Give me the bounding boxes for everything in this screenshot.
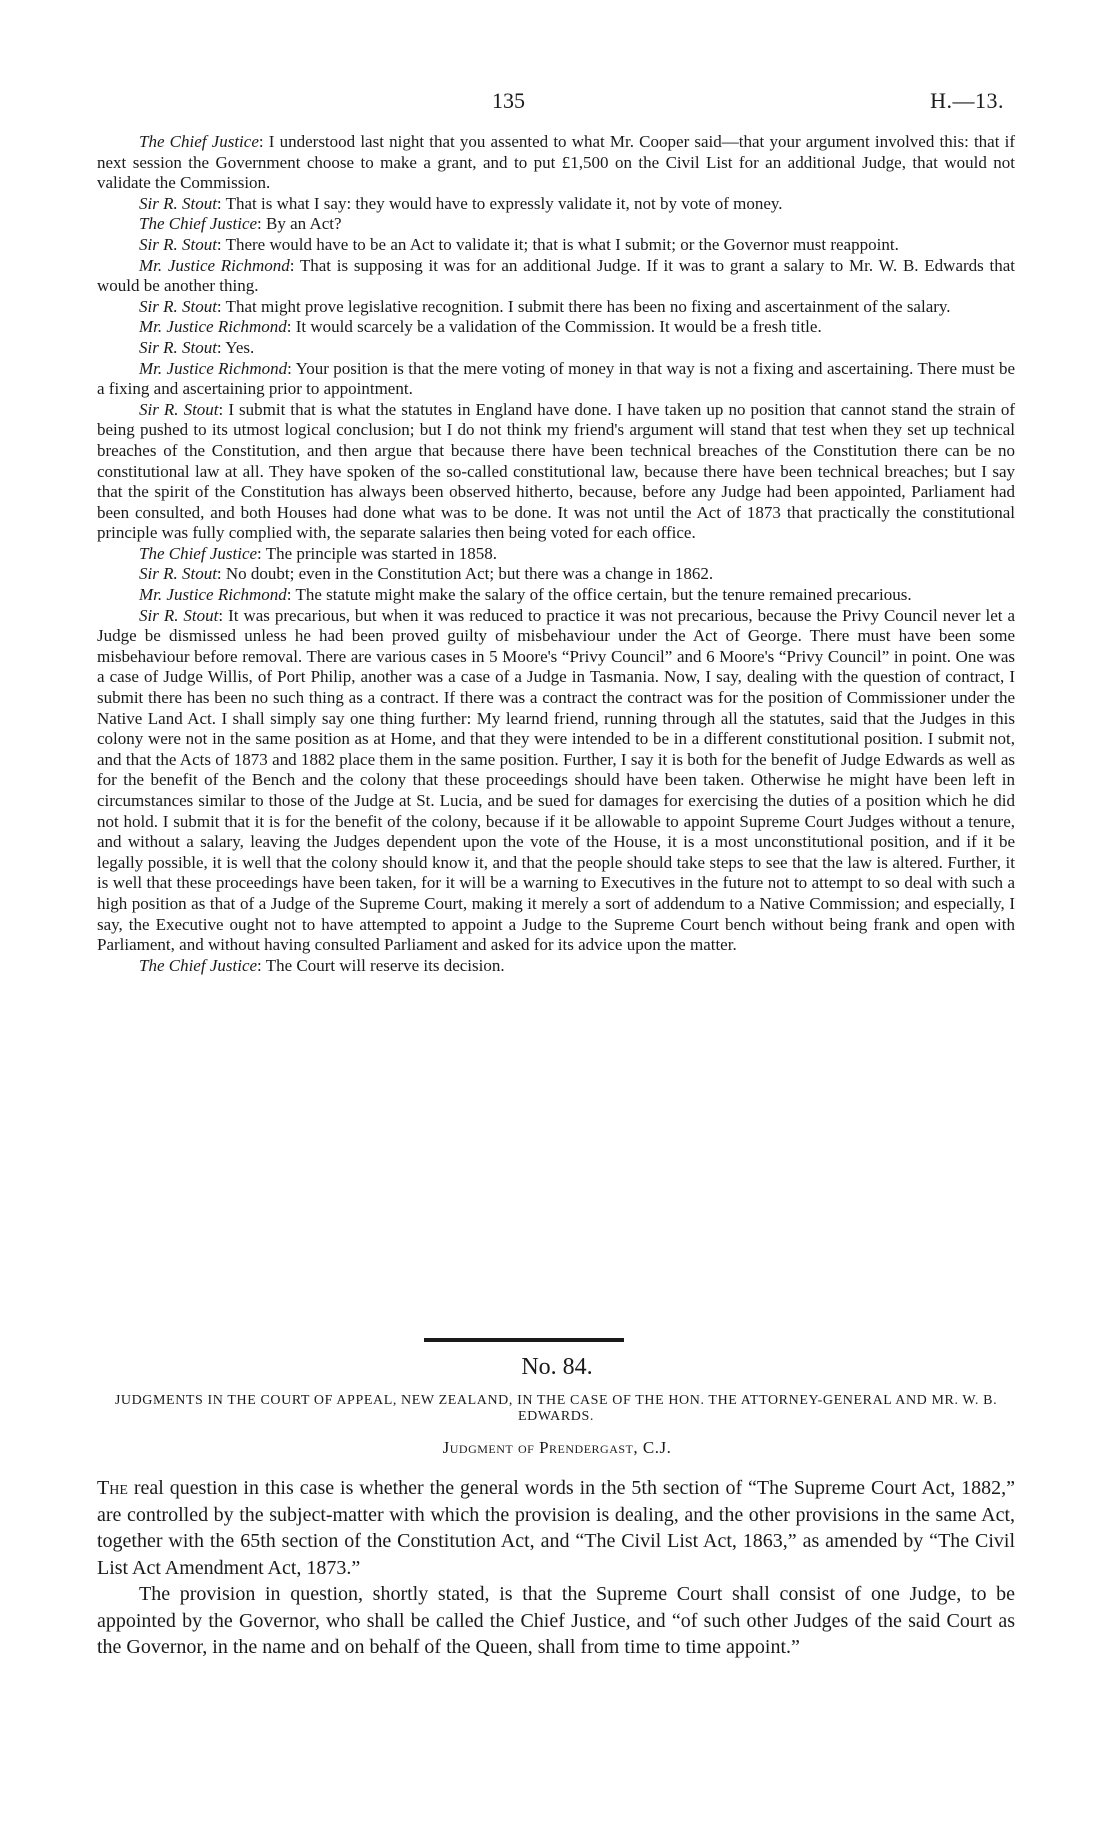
- speech-text: By an Act?: [266, 214, 342, 234]
- transcript-entry: Mr. Justice Richmond: That is supposing it was for an additional Judge. If it was to grant a salary to Mr. W. B. Edwards that would be another thing.: [97, 255, 1015, 296]
- speaker-name: Mr. Justice Richmond: [139, 317, 287, 337]
- speaker-name: Sir R. Stout: [139, 193, 217, 213]
- transcript-entry: Sir R. Stout: It was precarious, but when it was reduced to practice it was not precarious, because the Privy Council never let a Judge be dismissed unless he had been proved guilty of misbehaviour under the Act of George. There must have been some misbehaviour before removal. There are various cases in 5 Moore's “Privy Council” and 6 Moore's “Privy Council” in point. One was a case of Judge Willis, of Port Philip, another was a case of a Judge in Tasmania. Now, I say, dealing with the question of contract, I submit there has been no such thing as a contract. If there was a contract the contract was for the position of Commissioner under the Native Land Act. I shall simply say one thing further: My learnd friend, running through all the statutes, said that the Judges in this colony were not in the same position as at Home, and that they were intended to be in a different constitutional position. I submit not, and that the Acts of 1873 and 1882 place them in the same position. Further, I say it is both for the benefit of Judge Edwards as well as for the benefit of the Bench and the colony that these proceedings should have been taken. Otherwise he might have been left in circumstances similar to those of the Judge at St. Lucia, and be sued for damages for exercising the duties of a position which he did not hold. I submit that it is for the benefit of the colony, because if it be allowable to appoint Supreme Court Judges without a tenure, and without a salary, leaving the Judges dependent upon the vote of the House, it is a most unconstitutional position, and if it be legally possible, it is well that the colony should know it, and that the people should take steps to see that the law is altered. Further, it is well that these proceedings have been taken, for it will be a warning to Executives in the future not to attempt to so deal with such a high position as that of a Judge of the Supreme Court, making it merely a sort of addendum to a Native Commission; and especially, I say, the Executive ought not to have attempted to appoint a Judge to the Supreme Court bench without being frank and open with Parliament, and without having consulted Parliament and asked for its advice upon the matter.: [97, 605, 1016, 955]
- transcript-entry: Sir R. Stout: There would have to be an Act to validate it; that is what I submit; or the Governor must reappoint.: [139, 234, 899, 254]
- paragraph-text: real question in this case is whether the general words in the 5th section of “The Supreme Court Act, 1882,” are controlled by the subject-matter with which the provision is dealing, and the other provisions in the same Act, together with the 65th section of the Constitution Act, and “The Civil List Act, 1863,” as amended by “The Civil List Act Amendment Act, 1873.”: [97, 1477, 1015, 1579]
- judgment-text: [97, 1475, 1015, 1661]
- judgment-heading: Judgment of Prendergast, C.J.: [442, 1438, 672, 1457]
- speech-text: It was precarious, but when it was reduced to practice it was not precarious, because the Privy Council never let a Judge be dismissed unless he had been proved guilty of misbehaviour under the Act of George. There must have been some misbehaviour before removal. There are various cases in 5 Moore's “Privy Council” and 6 Moore's “Privy Council” in point. One was a case of Judge Willis, of Port Philip, another was a case of a Judge in Tasmania. Now, I say, dealing with the question of contract, I submit there has been no such thing as a contract. If there was a contract the contract was for the position of Commissioner under the Native Land Act. I shall simply say one thing further: My learnd friend, running through all the statutes, said that the Judges in this colony were not in the same position as at Home, and that they were intended to be in a different constitutional position. I submit not, and that the Acts of 1873 and 1882 place them in the same position. Further, I say it is both for the benefit of Judge Edwards as well as for the benefit of the Bench and the colony that these proceedings should have been taken. Otherwise he might have been left in circumstances similar to those of the Judge at St. Lucia, and be sued for damages for exercising the duties of a position which he did not hold. I submit that it is for the benefit of the colony, because if it be allowable to appoint Supreme Court Judges without a tenure, and without a salary, leaving the Judges dependent upon the vote of the House, it is a most unconstitutional position, and if it be legally possible, it is well that the colony should know it, and that the people should take steps to see that the law is altered. Further, it is well that these proceedings have been taken, for it will be a warning to Executives in the future not to attempt to so deal with such a high position as that of a Judge of the Supreme Court, making it merely a sort of addendum to a Native Commission; and especially, I say, the Executive ought not to have attempted to appoint a Judge to the Supreme Court bench without being frank and open with Parliament, and without having consulted Parliament and asked for its advice upon the matter.: [97, 605, 1016, 955]
- transcript-entry: Sir R. Stout: That is what I say: they would have to expressly validate it, not by vote of money.: [139, 193, 783, 213]
- speech-text: The statute might make the salary of the office certain, but the tenure remained precarious.: [295, 585, 912, 605]
- speech-text: There would have to be an Act to validate it; that is what I submit; or the Governor must reappoint.: [225, 234, 899, 254]
- speaker-name: The Chief Justice: [139, 132, 259, 151]
- transcript-entry: The Chief Justice: The Court will reserve its decision.: [139, 955, 505, 975]
- transcript-entry: Sir R. Stout: That might prove legislative recognition. I submit there has been no fixing and ascertainment of the salary.: [139, 296, 951, 316]
- page-number: 135: [492, 88, 525, 113]
- transcript-entry: Sir R. Stout: Yes.: [139, 337, 255, 357]
- speaker-name: The Chief Justice: [139, 955, 258, 975]
- speaker-name: Mr. Justice Richmond: [139, 585, 287, 605]
- speaker-name: Sir R. Stout: [139, 399, 219, 419]
- speech-text: The Court will reserve its decision.: [265, 955, 505, 975]
- speaker-name: Mr. Justice Richmond: [139, 358, 288, 378]
- page-header: [0, 88, 1114, 114]
- transcript-entry: Mr. Justice Richmond: The statute might make the salary of the office certain, but the tenure remained precarious.: [139, 585, 912, 605]
- speaker-name: Sir R. Stout: [139, 337, 217, 357]
- transcript-entry: The Chief Justice: By an Act?: [139, 214, 342, 234]
- speaker-name: The Chief Justice: [139, 214, 258, 234]
- judgment-paragraph: [97, 1475, 1015, 1581]
- transcript-entry: Sir R. Stout: I submit that is what the statutes in England have done. I have taken up no position that cannot stand the strain of being pushed to its utmost logical conclusion; but I do not think my friend's argument will stand that test when they set up technical breaches of the Constitution, and then argue that because there have been technical breaches of the Constitution there can be no constitutional law at all. They have spoken of the so-called constitutional law, because there have been technical breaches; but I say that the spirit of the Constitution has always been observed hitherto, because, before any Judge had been appointed, Parliament had been consulted, and both Houses had done what was to be done. It was not until the Act of 1873 that practically the constitutional principle was fully complied with, the separate salaries then being voted for each office.: [97, 399, 1015, 543]
- speech-text: The principle was started in 1858.: [265, 543, 498, 563]
- transcript-entry: The Chief Justice: The principle was started in 1858.: [139, 543, 498, 563]
- speech-text: It would scarcely be a validation of the Commission. It would be a fresh title.: [295, 317, 822, 337]
- speech-text: That is what I say: they would have to expressly validate it, not by vote of money.: [225, 193, 783, 213]
- speech-text: I submit that is what the statutes in England have done. I have taken up no position that cannot stand the strain of being pushed to its utmost logical conclusion; but I do not think my friend's argument will stand that test when they set up technical breaches of the Constitution, and then argue that because there have been technical breaches of the Constitution there can be no constitutional law at all. They have spoken of the so-called constitutional law, because there have been technical breaches; but I say that the spirit of the Constitution has always been observed hitherto, because, before any Judge had been appointed, Parliament had been consulted, and both Houses had done what was to be done. It was not until the Act of 1873 that practically the constitutional principle was fully complied with, the separate salaries then being voted for each office.: [97, 399, 1015, 543]
- transcript-entry: The Chief Justice: I understood last night that you assented to what Mr. Cooper said—that your argument involved this: that if next session the Government choose to make a grant, and to put £1,500 on the Civil List for an additional Judge, that would not validate the Commission.: [97, 132, 1016, 193]
- document-reference: H.—13.: [930, 88, 1004, 113]
- speaker-name: Sir R. Stout: [139, 296, 217, 316]
- speech-text: No doubt; even in the Constitution Act; but there was a change in 1862.: [225, 564, 714, 584]
- case-number: No. 84.: [521, 1354, 593, 1380]
- section-divider: [424, 1338, 624, 1342]
- speaker-name: The Chief Justice: [139, 543, 258, 563]
- speaker-name: Mr. Justice Richmond: [139, 255, 290, 275]
- judgment-paragraph: The provision in question, shortly stated, is that the Supreme Court shall consist of one Judge, to be appointed by the Governor, who shall be called the Chief Justice, and “of such other Judges of the said Court as the Governor, in the name and on behalf of the Queen, shall from time to time appoint.”: [97, 1583, 1015, 1658]
- transcript-entry: Mr. Justice Richmond: Your position is that the mere voting of money in that way is not a fixing and ascertaining. There must be a fixing and ascertaining prior to appointment.: [97, 358, 1015, 399]
- transcript-entry: Sir R. Stout: No doubt; even in the Constitution Act; but there was a change in 1862.: [139, 564, 714, 584]
- speech-text: Your position is that the mere voting of money in that way is not a fixing and ascertaining. There must be a fixing and ascertaining prior to appointment.: [97, 358, 1015, 399]
- speaker-name: Sir R. Stout: [139, 605, 219, 625]
- speaker-name: Sir R. Stout: [139, 564, 217, 584]
- speech-text: That is supposing it was for an additional Judge. If it was to grant a salary to Mr. W. B. Edwards that would be another thing.: [97, 255, 1015, 296]
- opening-word: The: [97, 1477, 128, 1499]
- speech-text: I understood last night that you assented to what Mr. Cooper said—that your argument involved this: that if next session the Government choose to make a grant, and to put £1,500 on the Civil List for an additional Judge, that would not validate the Commission.: [97, 132, 1016, 193]
- transcript-entry: Mr. Justice Richmond: It would scarcely be a validation of the Commission. It would be a fresh title.: [139, 317, 822, 337]
- speech-text: Yes.: [225, 337, 255, 357]
- case-title: JUDGMENTS IN THE COURT OF APPEAL, NEW ZEALAND, IN THE CASE OF THE HON. THE ATTORNEY-GENERAL AND MR. W. B. EDWARDS.: [114, 1393, 998, 1424]
- speaker-name: Sir R. Stout: [139, 234, 217, 254]
- speech-text: That might prove legislative recognition. I submit there has been no fixing and ascertainment of the salary.: [225, 296, 951, 316]
- court-transcript: [97, 132, 1015, 976]
